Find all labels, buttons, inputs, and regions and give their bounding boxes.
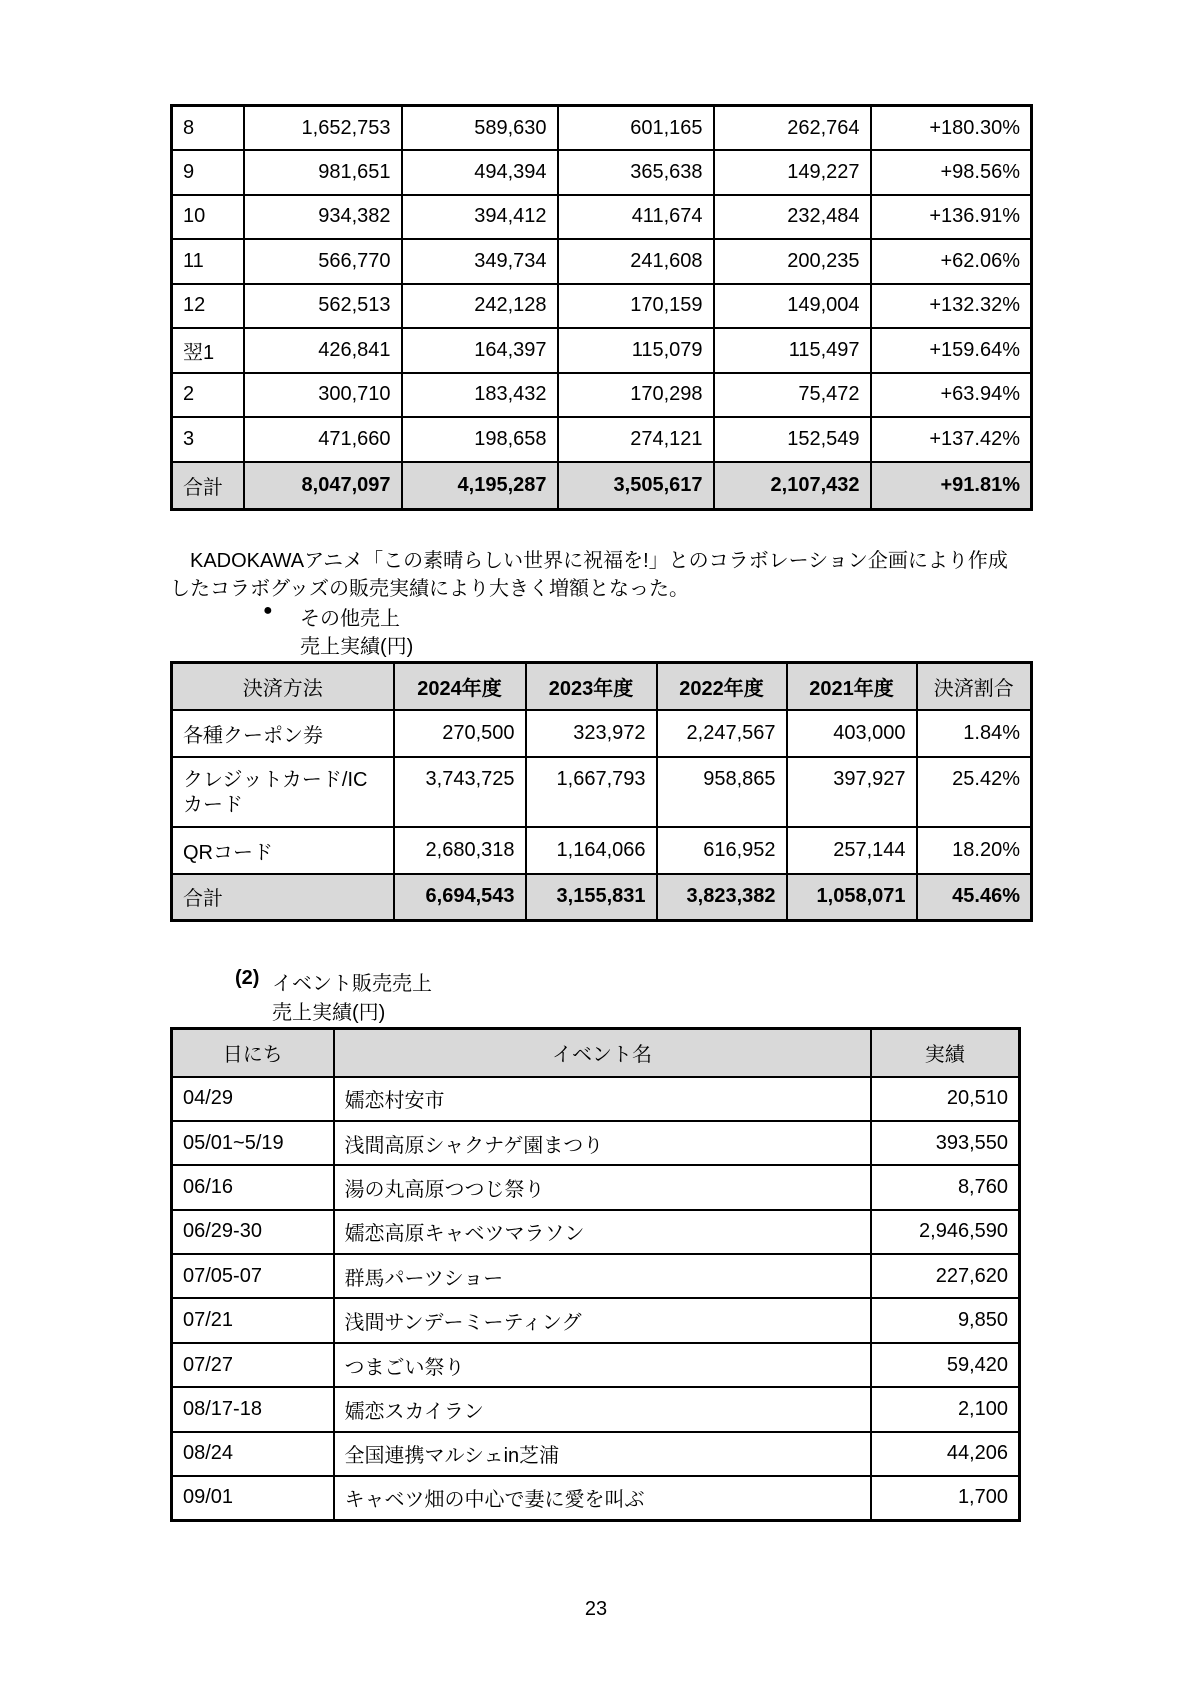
cell: 嬬恋高原キャベツマラソン [334, 1210, 871, 1254]
cell: 12 [172, 284, 244, 329]
cell: 2,100 [871, 1387, 1020, 1431]
event-sales-heading: イベント販売売上 [272, 973, 432, 995]
cell: 8,760 [871, 1165, 1020, 1209]
cell: +180.30% [871, 106, 1032, 151]
header-row [172, 1029, 1020, 1077]
cell: 471,660 [244, 417, 402, 462]
cell: 2,107,432 [714, 462, 871, 510]
header-row [172, 663, 1032, 710]
cell: キャベツ畑の中心で妻に愛を叫ぶ [334, 1476, 871, 1520]
cell: 20,510 [871, 1077, 1020, 1121]
cell: +62.06% [871, 239, 1032, 284]
cell: 200,235 [714, 239, 871, 284]
table-row [172, 1165, 1020, 1209]
cell: 170,159 [558, 284, 714, 329]
table-row [172, 106, 1032, 151]
cell: 浅間高原シャクナゲ園まつり [334, 1121, 871, 1165]
cell: 1,652,753 [244, 106, 402, 151]
cell: 2,680,318 [394, 827, 526, 874]
table-row [172, 1210, 1020, 1254]
cell: 3,823,382 [657, 874, 787, 921]
cell: 実績 [871, 1029, 1020, 1077]
cell: 1,700 [871, 1476, 1020, 1520]
total-row [172, 462, 1032, 510]
cell: 3,505,617 [558, 462, 714, 510]
cell: 翌1 [172, 328, 244, 373]
cell: 08/17-18 [172, 1387, 334, 1431]
event-section-number: (2) [235, 967, 260, 989]
cell: 9 [172, 150, 244, 195]
table-row [172, 1254, 1020, 1298]
cell: 562,513 [244, 284, 402, 329]
cell: 群馬パーツショー [334, 1254, 871, 1298]
cell: +159.64% [871, 328, 1032, 373]
cell: +91.81% [871, 462, 1032, 510]
other-sales-caption: 売上実績(円) [300, 636, 414, 658]
cell: 09/01 [172, 1476, 334, 1520]
other-sales-heading: その他売上 [300, 608, 400, 630]
cell: 170,298 [558, 373, 714, 418]
cell: 115,497 [714, 328, 871, 373]
cell: 4,195,287 [402, 462, 558, 510]
cell: 262,764 [714, 106, 871, 151]
cell: 1,058,071 [787, 874, 917, 921]
table-row [172, 1343, 1020, 1387]
cell: +132.32% [871, 284, 1032, 329]
cell: 3 [172, 417, 244, 462]
cell: 274,121 [558, 417, 714, 462]
cell: +137.42% [871, 417, 1032, 462]
cell: 1,667,793 [526, 757, 657, 827]
cell: 981,651 [244, 150, 402, 195]
cell: 227,620 [871, 1254, 1020, 1298]
table-row [172, 1432, 1020, 1476]
cell: クレジットカード/IC カード [172, 757, 394, 827]
header-cell: 2022年度 [657, 663, 787, 710]
cell: 242,128 [402, 284, 558, 329]
cell: 198,658 [402, 417, 558, 462]
cell: 07/21 [172, 1298, 334, 1342]
cell: 25.42% [917, 757, 1032, 827]
cell: 9,850 [871, 1298, 1020, 1342]
cell: 152,549 [714, 417, 871, 462]
cell: 616,952 [657, 827, 787, 874]
cell: 394,412 [402, 195, 558, 240]
cell: 3,155,831 [526, 874, 657, 921]
event-sales-table [170, 1027, 1021, 1522]
cell: QRコード [172, 827, 394, 874]
paragraph-line-1: KADOKAWAアニメ「この素晴らしい世界に祝福を!」とのコラボレーション企画により作成 [190, 550, 1008, 572]
cell: 合計 [172, 874, 394, 921]
cell: 全国連携マルシェin芝浦 [334, 1432, 871, 1476]
table-row [172, 328, 1032, 373]
cell: 日にち [172, 1029, 334, 1077]
cell: 2 [172, 373, 244, 418]
other-sales-table [170, 661, 1033, 922]
cell: +98.56% [871, 150, 1032, 195]
table-row [172, 150, 1032, 195]
cell: 149,227 [714, 150, 871, 195]
table-row [172, 1077, 1020, 1121]
table-row [172, 1121, 1020, 1165]
cell: 426,841 [244, 328, 402, 373]
cell: 365,638 [558, 150, 714, 195]
cell: 566,770 [244, 239, 402, 284]
header-cell: 2021年度 [787, 663, 917, 710]
cell: 589,630 [402, 106, 558, 151]
header-cell: 2024年度 [394, 663, 526, 710]
cell: 494,394 [402, 150, 558, 195]
cell: 06/29-30 [172, 1210, 334, 1254]
table-row [172, 710, 1032, 757]
table-row [172, 827, 1032, 874]
table-row [172, 417, 1032, 462]
cell: イベント名 [334, 1029, 871, 1077]
paragraph-line-2: したコラボグッズの販売実績により大きく増額となった。 [170, 578, 689, 600]
cell: 411,674 [558, 195, 714, 240]
cell: 75,472 [714, 373, 871, 418]
cell: 601,165 [558, 106, 714, 151]
cell: 08/24 [172, 1432, 334, 1476]
table-row [172, 195, 1032, 240]
total-row [172, 874, 1032, 921]
cell: 8 [172, 106, 244, 151]
event-sales-caption: 売上実績(円) [272, 1002, 386, 1024]
table-row [172, 239, 1032, 284]
cell: 934,382 [244, 195, 402, 240]
cell: 44,206 [871, 1432, 1020, 1476]
cell: 257,144 [787, 827, 917, 874]
cell: 393,550 [871, 1121, 1020, 1165]
cell: 241,608 [558, 239, 714, 284]
cell: 149,004 [714, 284, 871, 329]
cell: 06/16 [172, 1165, 334, 1209]
cell: 270,500 [394, 710, 526, 757]
table-row [172, 1476, 1020, 1520]
table-row [172, 284, 1032, 329]
bullet-icon: ● [263, 602, 273, 619]
cell: 300,710 [244, 373, 402, 418]
cell: 2,247,567 [657, 710, 787, 757]
cell: 10 [172, 195, 244, 240]
cell: 2,946,590 [871, 1210, 1020, 1254]
cell: 各種クーポン券 [172, 710, 394, 757]
cell: 湯の丸高原つつじ祭り [334, 1165, 871, 1209]
cell: 115,079 [558, 328, 714, 373]
cell: 45.46% [917, 874, 1032, 921]
cell: +63.94% [871, 373, 1032, 418]
cell: 1,164,066 [526, 827, 657, 874]
header-cell: 2023年度 [526, 663, 657, 710]
cell: 958,865 [657, 757, 787, 827]
cell: 397,927 [787, 757, 917, 827]
cell: 8,047,097 [244, 462, 402, 510]
cell: 323,972 [526, 710, 657, 757]
cell: 合計 [172, 462, 244, 510]
cell: 04/29 [172, 1077, 334, 1121]
cell: 嬬恋スカイラン [334, 1387, 871, 1431]
cell: +136.91% [871, 195, 1032, 240]
cell: 07/27 [172, 1343, 334, 1387]
cell: 164,397 [402, 328, 558, 373]
cell: 浅間サンデーミーティング [334, 1298, 871, 1342]
cell: 232,484 [714, 195, 871, 240]
table-row [172, 1298, 1020, 1342]
cell: 11 [172, 239, 244, 284]
page-number: 23 [584, 1598, 608, 1620]
header-cell: 決済割合 [917, 663, 1032, 710]
table-row [172, 757, 1032, 827]
cell: 18.20% [917, 827, 1032, 874]
cell: 3,743,725 [394, 757, 526, 827]
cell: 349,734 [402, 239, 558, 284]
cell: つまごい祭り [334, 1343, 871, 1387]
cell: 183,432 [402, 373, 558, 418]
header-cell: 決済方法 [172, 663, 394, 710]
cell: 07/05-07 [172, 1254, 334, 1298]
monthly-sales-table [170, 104, 1033, 511]
table-row [172, 373, 1032, 418]
cell: 59,420 [871, 1343, 1020, 1387]
cell: 403,000 [787, 710, 917, 757]
table-row [172, 1387, 1020, 1431]
cell: 05/01~5/19 [172, 1121, 334, 1165]
cell: 6,694,543 [394, 874, 526, 921]
cell: 1.84% [917, 710, 1032, 757]
cell: 嬬恋村安市 [334, 1077, 871, 1121]
